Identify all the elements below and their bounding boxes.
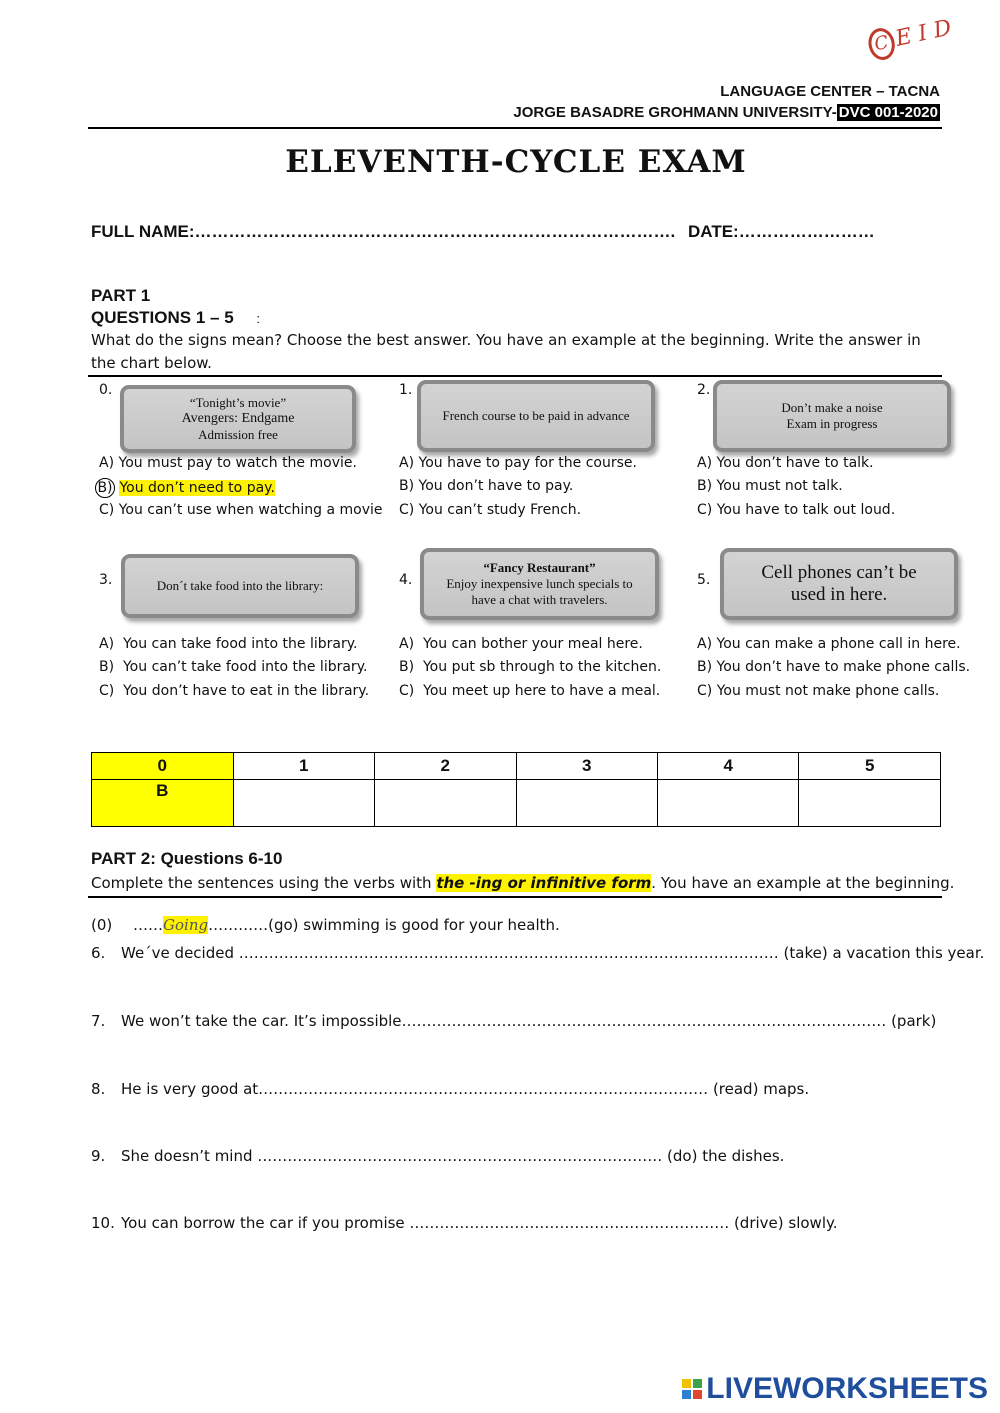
option-text: You don’t have to eat in the library. [123,683,370,699]
sentence-text: We won’t take the car. It’s impossible…………………………………………………………….……………………… (park) [121,1012,937,1030]
answer-chart-answer-row [92,780,941,827]
option-2-b[interactable] [697,478,843,494]
part1-divider [88,375,942,377]
option-text: You can bother your meal here. [422,636,643,652]
sentence-number: 6. [91,944,106,962]
sentence-number: 8. [91,1080,106,1098]
header-code-badge: DVC 001-2020 [838,104,938,121]
option-letter: A) [99,636,115,652]
sentence-text: (go) swimming is good for your health. [268,916,560,934]
part2-instr-text: . You have an example at the beginning. [651,874,955,892]
option-5-c[interactable] [697,683,939,699]
part2-divider [88,896,942,898]
option-letter: A) [399,636,415,652]
answer-chart-header: 3 [516,753,657,780]
sign-line: Cell phones can’t be [761,562,917,583]
sentence-9[interactable] [91,1147,784,1165]
option-letter: A) [697,636,713,652]
sign-line: Admission free [198,427,278,442]
option-letter: A) [399,455,415,471]
option-text: You must not make phone calls. [716,683,940,699]
option-letter: B) [99,659,115,675]
option-text: You can’t use when watching a movie [118,502,383,518]
liveworksheets-brand: LIVEWORKSHEETS [706,1372,988,1405]
part2-instr-highlight: the -ing or infinitive form [436,874,652,892]
option-letter: B) [697,659,713,675]
answer-chart-header: 1 [233,753,374,780]
answer-cell[interactable] [233,780,374,827]
sign-line: French course to be paid in advance [442,408,630,423]
sign-line: Don’t make a noise [781,400,883,415]
sentence-text: You can borrow the car if you promise ……………………………….……………………… (drive) slowly. [121,1214,838,1232]
answer-chart-header: 0 [92,753,234,780]
answer-chart-header-row [92,753,941,780]
part1-questions-range: QUESTIONS 1 – 5 [91,308,234,327]
answer-chart-header: 4 [657,753,798,780]
option-text: You don’t have to talk. [716,455,874,471]
part1-colon: : [256,311,261,326]
option-letter: B) [399,478,415,494]
sign-line: “Fancy Restaurant” [483,560,596,575]
answer-chart-header: 5 [799,753,941,780]
option-text: You meet up here to have a meal. [423,683,661,699]
option-3-a[interactable] [99,636,357,652]
item-number: 1. [399,382,413,398]
sign-line: Avengers: Endgame [181,411,295,426]
option-5-b[interactable] [697,659,970,675]
option-text: You must pay to watch the movie. [118,455,357,471]
item-number: 4. [399,572,413,588]
option-0-b[interactable] [99,478,275,498]
sentence-number: 7. [91,1012,106,1030]
option-letter: A) [697,455,713,471]
sign-1 [417,380,655,452]
option-text: You can’t take food into the library. [122,659,368,675]
ceid-logo: C E I D [866,14,955,63]
option-4-c[interactable] [399,683,660,699]
sign-3 [121,554,359,618]
full-name-field[interactable]: FULL NAME:…………………………………………………………………………. [91,222,676,241]
option-1-a[interactable] [399,455,637,471]
header-university [513,104,940,121]
sentence-number: 10. [91,1214,115,1232]
option-text-selected: You don’t need to pay. [119,480,275,496]
option-text: You put sb through to the kitchen. [422,659,662,675]
answer-chart-header: 2 [375,753,516,780]
option-text: You have to talk out loud. [716,502,896,518]
sign-line: Don´t take food into the library: [156,578,324,593]
sign-line: Exam in progress [786,416,878,431]
header-divider [88,127,942,129]
option-letter: C) [697,502,713,518]
option-text: You can make a phone call in here. [716,636,961,652]
option-4-a[interactable] [399,636,643,652]
option-1-c[interactable] [399,502,581,518]
dots: …… [133,916,164,934]
sign-5 [720,548,958,620]
date-field[interactable]: DATE:…………………… [688,222,875,241]
liveworksheets-icon [682,1379,702,1399]
dots: ………… [208,916,269,934]
sentence-number: 9. [91,1147,106,1165]
sentence-7[interactable] [91,1012,936,1030]
option-letter: C) [99,683,115,699]
option-text: You can’t study French. [418,502,582,518]
answer-cell[interactable] [375,780,516,827]
part2-instructions [91,872,955,895]
item-number: 2. [697,382,711,398]
part1-subheading [91,308,260,328]
option-letter: B) [697,478,713,494]
option-0-c[interactable] [99,502,383,518]
sign-4 [420,548,659,620]
option-text: You don’t have to make phone calls. [716,659,971,675]
item-number: 5. [697,572,711,588]
sign-line: used in here. [790,584,888,605]
sign-line: “Tonight’s movie” [189,395,287,410]
option-text: You must not talk. [716,478,843,494]
option-letter: C) [399,502,415,518]
option-5-a[interactable] [697,636,961,652]
name-date-row [91,222,875,242]
option-letter: B) [399,659,415,675]
sentence-text: He is very good at……………………………………………………………………………… (read) maps. [121,1080,810,1098]
answer-cell[interactable] [657,780,798,827]
option-letter: C) [697,683,713,699]
option-letter: C) [99,502,115,518]
option-4-b[interactable] [399,659,661,675]
page-title: ELEVENTH-CYCLE EXAM [285,144,747,180]
part1-heading: PART 1 [91,286,151,305]
answer-cell: B [92,780,234,827]
option-letter: C) [399,683,415,699]
option-letter: A) [99,455,115,471]
answer-chart [91,752,941,827]
option-text: You have to pay for the course. [418,455,637,471]
sentence-text: We´ve decided ……………………………………………………………………………………………… (take) a vacation this year. [121,944,985,962]
option-2-a[interactable] [697,455,874,471]
header-institution: LANGUAGE CENTER – TACNA [720,83,940,100]
example-blank [133,916,268,934]
part2-heading: PART 2: Questions 6-10 [91,849,283,868]
option-2-c[interactable] [697,502,895,518]
item-number: 0. [99,382,113,398]
example-answer: Going [163,916,209,934]
sentence-number: (0) [91,916,113,934]
sentence-8[interactable] [91,1080,809,1098]
option-text: You don’t have to pay. [418,478,574,494]
option-text: You can take food into the library. [122,636,358,652]
part2-instr-text: Complete the sentences using the verbs with [91,874,437,892]
sign-line: Enjoy inexpensive lunch specials to [446,576,633,591]
sign-2 [713,380,951,452]
selected-circle: B) [95,478,115,498]
answer-cell[interactable] [799,780,941,827]
option-3-c[interactable] [99,683,369,699]
option-3-b[interactable] [99,659,367,675]
item-number: 3. [99,572,113,588]
option-1-b[interactable] [399,478,573,494]
answer-cell[interactable] [516,780,657,827]
part1-instructions: What do the signs mean? Choose the best answer. You have an example at the beginning. Write the answer in the chart below. [91,331,921,372]
sentence-6[interactable] [91,944,984,962]
option-0-a[interactable] [99,455,357,471]
sentence-text: She doesn’t mind ……………………………………………………………………… (do) the dishes. [121,1147,785,1165]
sentence-10[interactable] [91,1214,838,1232]
sign-0 [120,385,356,453]
header-university-name: JORGE BASADRE GROHMANN UNIVERSITY- [513,104,837,121]
liveworksheets-logo [682,1372,988,1406]
example-sentence [91,916,560,934]
sign-line: have a chat with travelers. [471,592,608,607]
